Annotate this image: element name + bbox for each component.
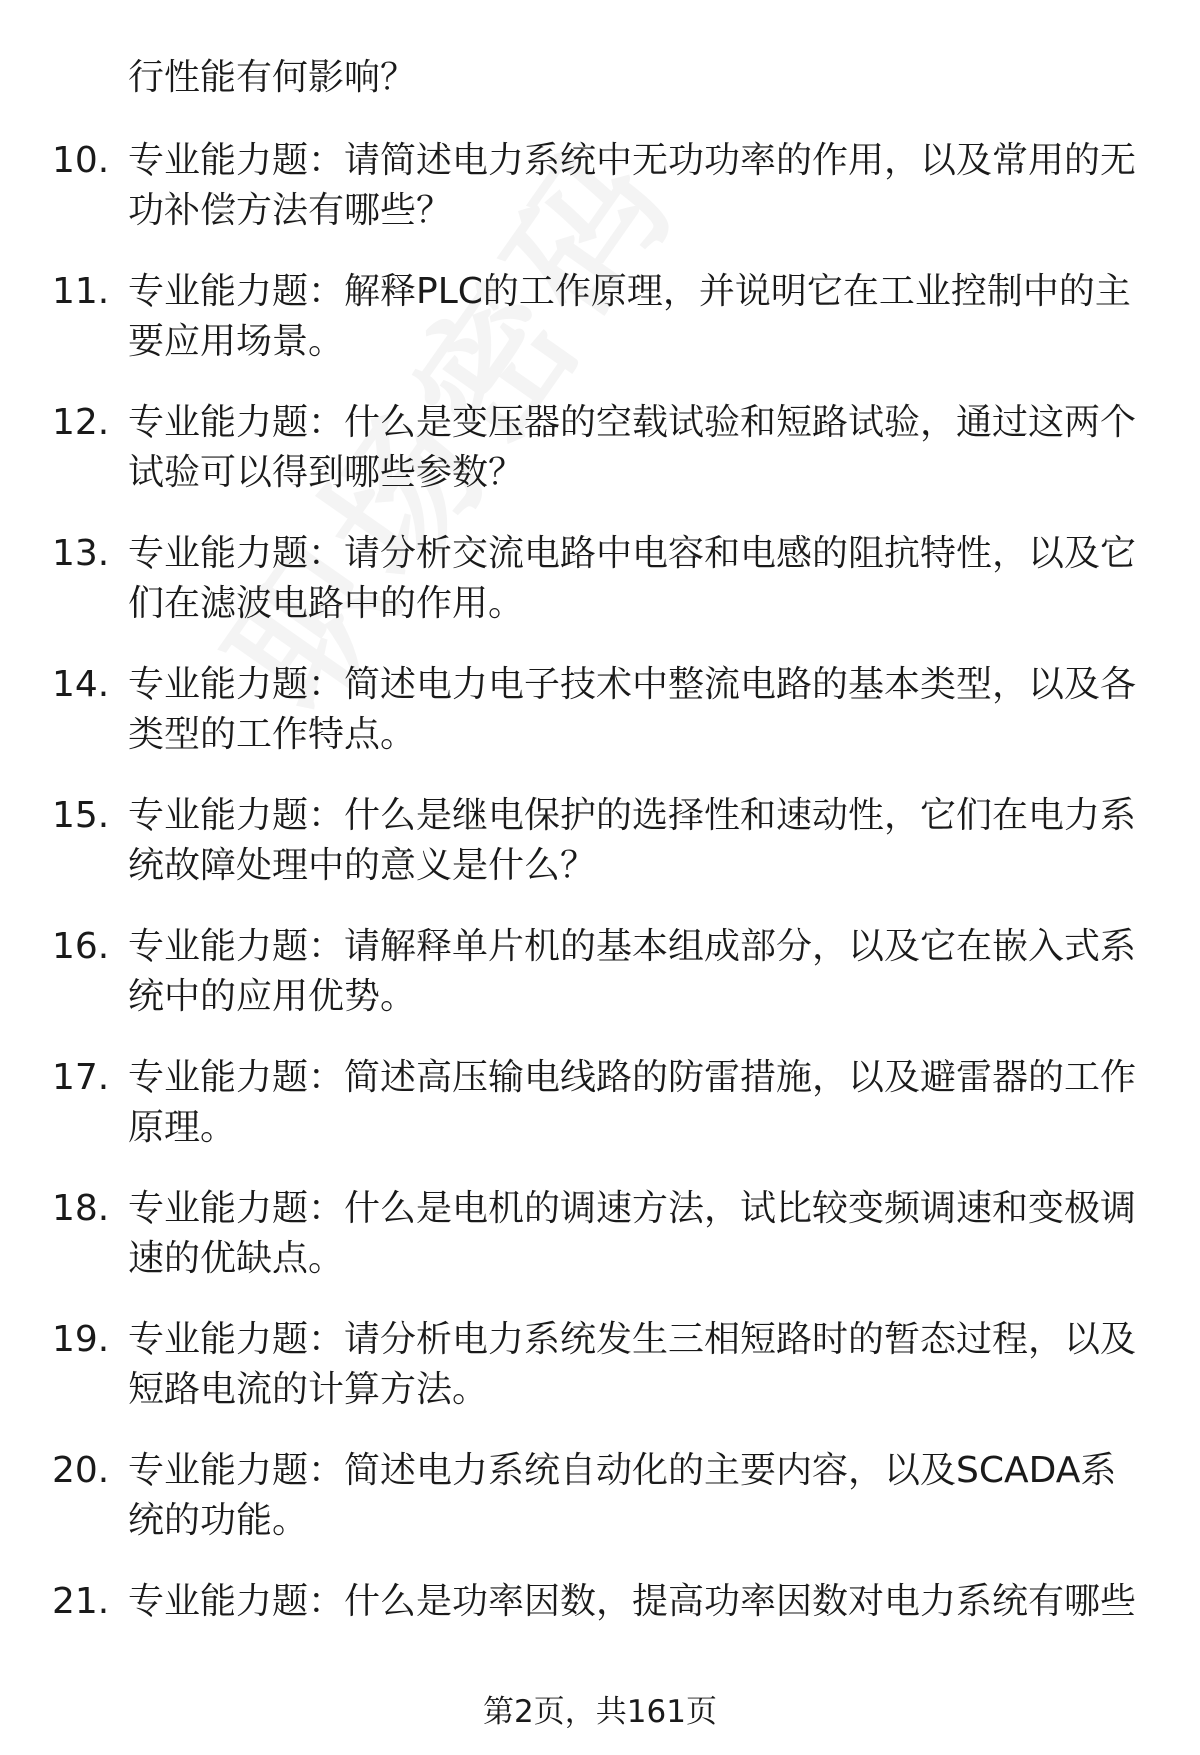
question-text: 专业能力题：请分析电力系统发生三相短路时的暂态过程，以及短路电流的计算方法。 xyxy=(128,1319,1137,1410)
question-number: 14. xyxy=(52,664,110,705)
list-item xyxy=(52,660,1152,760)
page-number-footer: 第2页，共161页 xyxy=(483,1694,717,1730)
question-number: 20. xyxy=(52,1450,110,1491)
list-item xyxy=(52,267,1152,367)
list-item xyxy=(52,398,1152,498)
question-text: 专业能力题：请解释单片机的基本组成部分，以及它在嵌入式系统中的应用优势。 xyxy=(128,926,1137,1017)
question-text: 专业能力题：什么是变压器的空载试验和短路试验，通过这两个试验可以得到哪些参数？ xyxy=(128,402,1137,493)
list-item xyxy=(52,791,1152,891)
question-number: 17. xyxy=(52,1057,110,1098)
question-text: 专业能力题：什么是继电保护的选择性和速动性，它们在电力系统故障处理中的意义是什么？ xyxy=(128,795,1137,886)
list-item xyxy=(52,1315,1152,1415)
question-number: 11. xyxy=(52,271,110,312)
list-item xyxy=(52,1053,1152,1153)
question-text: 专业能力题：请简述电力系统中无功功率的作用，以及常用的无功补偿方法有哪些？ xyxy=(128,140,1137,231)
question-number: 13. xyxy=(52,533,110,574)
continuation-text: 行性能有何影响？ xyxy=(128,57,417,98)
question-text: 专业能力题：简述电力电子技术中整流电路的基本类型，以及各类型的工作特点。 xyxy=(128,664,1137,755)
question-text: 专业能力题：简述电力系统自动化的主要内容，以及SCADA系统的功能。 xyxy=(128,1450,1117,1541)
question-text: 专业能力题：解释PLC的工作原理，并说明它在工业控制中的主要应用场景。 xyxy=(128,271,1131,362)
list-item xyxy=(52,1184,1152,1284)
question-number: 10. xyxy=(52,140,110,181)
question-number: 21. xyxy=(52,1581,110,1622)
question-number: 16. xyxy=(52,926,110,967)
question-text: 专业能力题：什么是功率因数，提高功率因数对电力系统有哪些 xyxy=(128,1581,1137,1622)
list-item xyxy=(52,529,1152,629)
question-text: 专业能力题：什么是电机的调速方法，试比较变频调速和变极调速的优缺点。 xyxy=(128,1188,1137,1279)
question-number: 19. xyxy=(52,1319,110,1360)
question-number: 12. xyxy=(52,402,110,443)
question-list xyxy=(52,136,1152,1658)
list-item xyxy=(52,1446,1152,1546)
list-item xyxy=(52,922,1152,1022)
question-text: 专业能力题：简述高压输电线路的防雷措施，以及避雷器的工作原理。 xyxy=(128,1057,1137,1148)
question-number: 15. xyxy=(52,795,110,836)
list-item xyxy=(52,136,1152,236)
question-number: 18. xyxy=(52,1188,110,1229)
list-item xyxy=(52,1577,1152,1627)
question-text: 专业能力题：请分析交流电路中电容和电感的阻抗特性，以及它们在滤波电路中的作用。 xyxy=(128,533,1137,624)
